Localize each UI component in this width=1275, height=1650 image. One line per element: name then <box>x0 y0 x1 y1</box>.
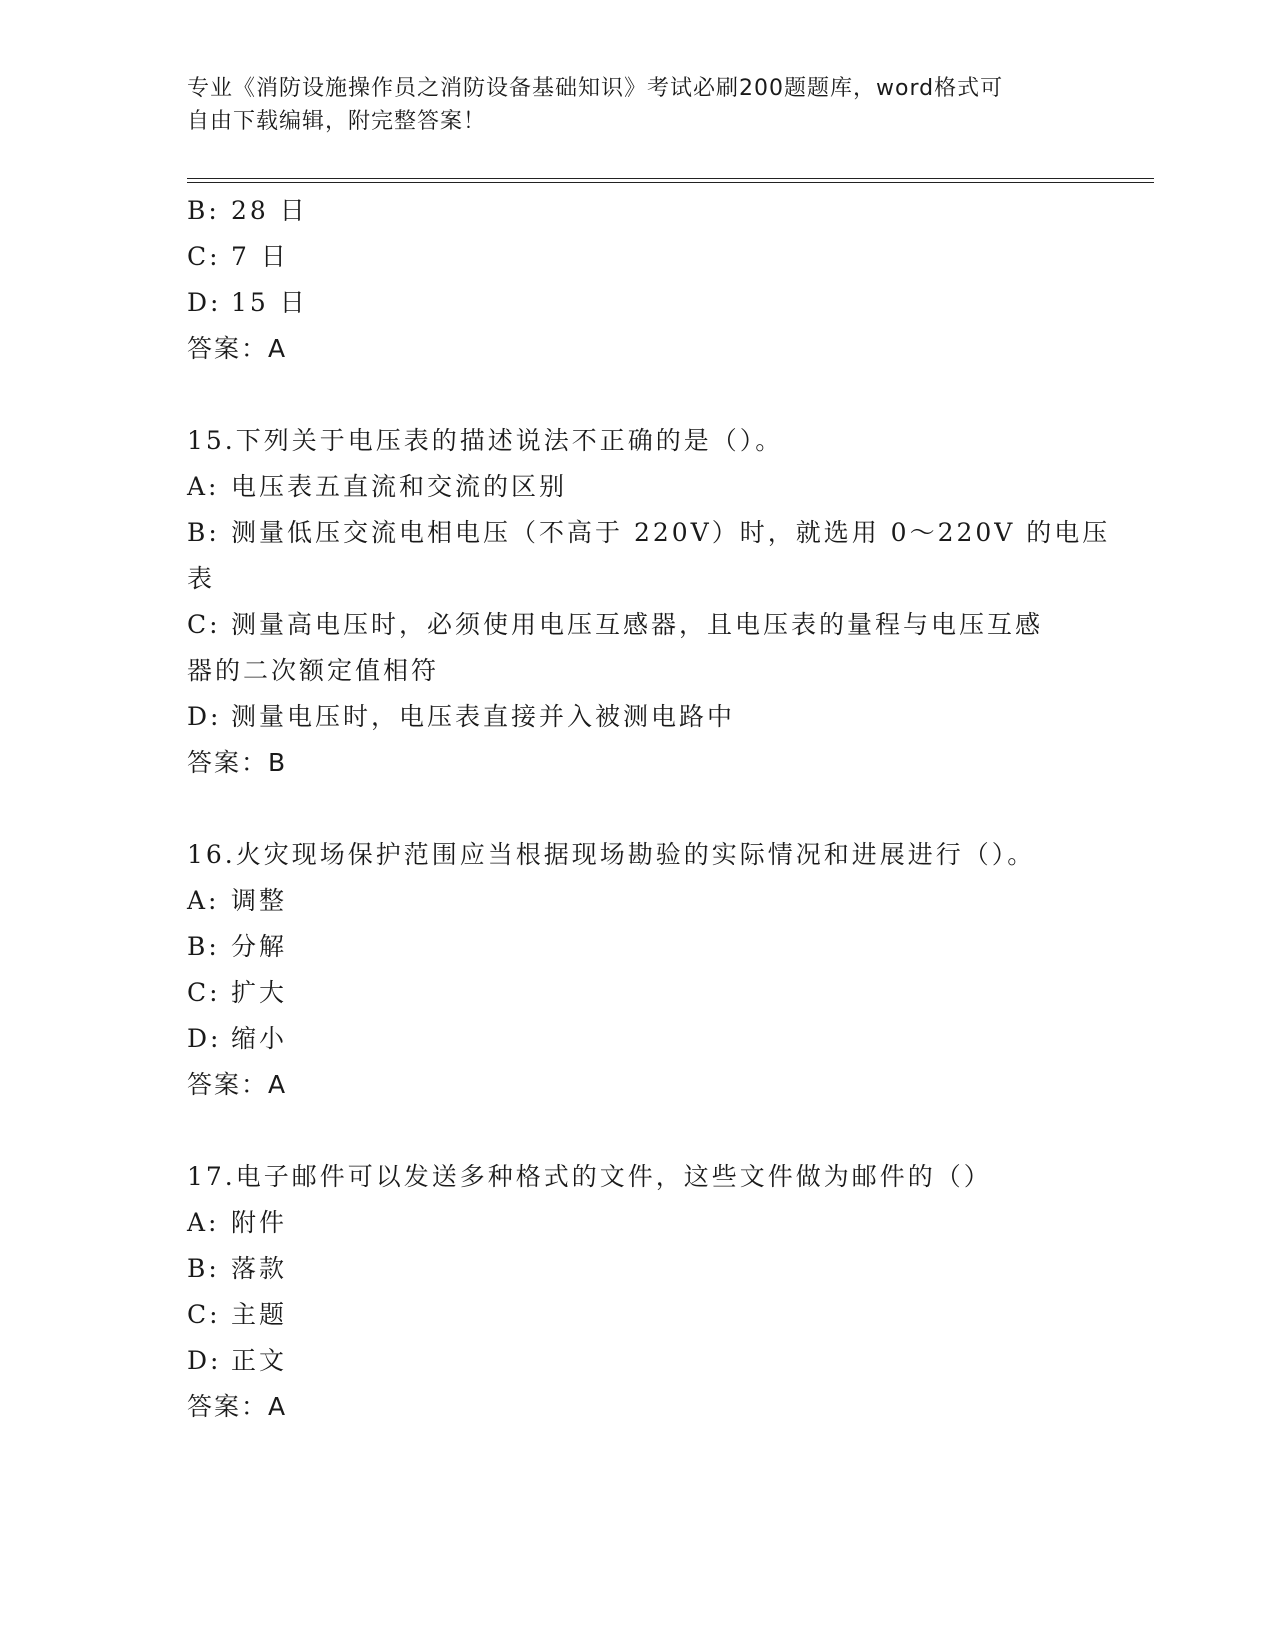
option-text: 测量高电压时，必须使用电压互感器，且电压表的量程与电压互感 <box>231 610 1044 639</box>
option-text: 7 日 <box>231 242 289 271</box>
q15-option-c-continued: 器的二次额定值相符 <box>187 656 440 685</box>
header-divider-bottom <box>187 182 1154 183</box>
q17-option-b <box>187 1246 1087 1292</box>
q15-answer: 答案：B <box>187 748 288 777</box>
header-divider-top <box>187 178 1154 179</box>
question-list <box>187 188 1111 1430</box>
document-header <box>187 72 1067 138</box>
header-line-2: 自由下载编辑，附完整答案！ <box>187 109 487 134</box>
question-15-stem: 15.下列关于电压表的描述说法不正确的是（）。 <box>187 426 784 455</box>
option-text: 15 日 <box>231 288 308 317</box>
q17-answer: 答案：A <box>187 1392 288 1421</box>
q17-option-c <box>187 1292 1087 1338</box>
question-16-stem: 16.火灾现场保护范围应当根据现场勘验的实际情况和进展进行（）。 <box>187 840 1036 869</box>
q15-option-c <box>187 602 1087 648</box>
option-label: B: <box>187 932 220 961</box>
option-d <box>187 280 1087 326</box>
option-label: D: <box>187 702 222 731</box>
option-text: 扩大 <box>231 978 288 1007</box>
option-text: 正文 <box>231 1346 288 1375</box>
option-c <box>187 234 1087 280</box>
q15-option-b <box>187 510 1111 556</box>
option-text: 调整 <box>231 886 288 915</box>
option-label: C: <box>187 242 221 271</box>
option-label: B: <box>187 518 220 547</box>
spacer <box>187 786 1087 832</box>
option-label: B: <box>187 1254 220 1283</box>
question-17-stem: 17.电子邮件可以发送多种格式的文件，这些文件做为邮件的（） <box>187 1162 992 1191</box>
q15-option-b-continued: 表 <box>187 564 216 593</box>
option-label: D: <box>187 1024 222 1053</box>
option-label: C: <box>187 1300 221 1329</box>
option-text: 28 日 <box>231 196 308 225</box>
q16-option-b <box>187 924 1087 970</box>
option-text: 分解 <box>231 932 288 961</box>
option-label: A: <box>187 886 220 915</box>
option-label: B: <box>187 196 220 225</box>
q15-option-d <box>187 694 1087 740</box>
option-text: 电压表五直流和交流的区别 <box>231 472 568 501</box>
option-label: C: <box>187 978 221 1007</box>
q16-option-a <box>187 878 1087 924</box>
option-label: A: <box>187 1208 220 1237</box>
option-text: 测量电压时，电压表直接并入被测电路中 <box>231 702 736 731</box>
option-text: 测量低压交流电相电压（不高于 220V）时，就选用 0～220V 的电压 <box>231 518 1111 547</box>
header-line-1: 专业《消防设施操作员之消防设备基础知识》考试必刷200题题库，word格式可 <box>187 76 1004 101</box>
option-text: 附件 <box>231 1208 288 1237</box>
option-label: C: <box>187 610 221 639</box>
option-text: 落款 <box>231 1254 288 1283</box>
q16-answer: 答案：A <box>187 1070 288 1099</box>
option-label: A: <box>187 472 220 501</box>
option-text: 缩小 <box>231 1024 288 1053</box>
option-text: 主题 <box>231 1300 288 1329</box>
q17-option-d <box>187 1338 1087 1384</box>
answer-line: 答案：A <box>187 334 288 363</box>
q16-option-c <box>187 970 1087 1016</box>
spacer <box>187 1108 1087 1154</box>
option-label: D: <box>187 1346 222 1375</box>
option-b <box>187 188 1087 234</box>
q15-option-a <box>187 464 1087 510</box>
q16-option-d <box>187 1016 1087 1062</box>
option-label: D: <box>187 288 222 317</box>
spacer <box>187 372 1087 418</box>
q17-option-a <box>187 1200 1087 1246</box>
